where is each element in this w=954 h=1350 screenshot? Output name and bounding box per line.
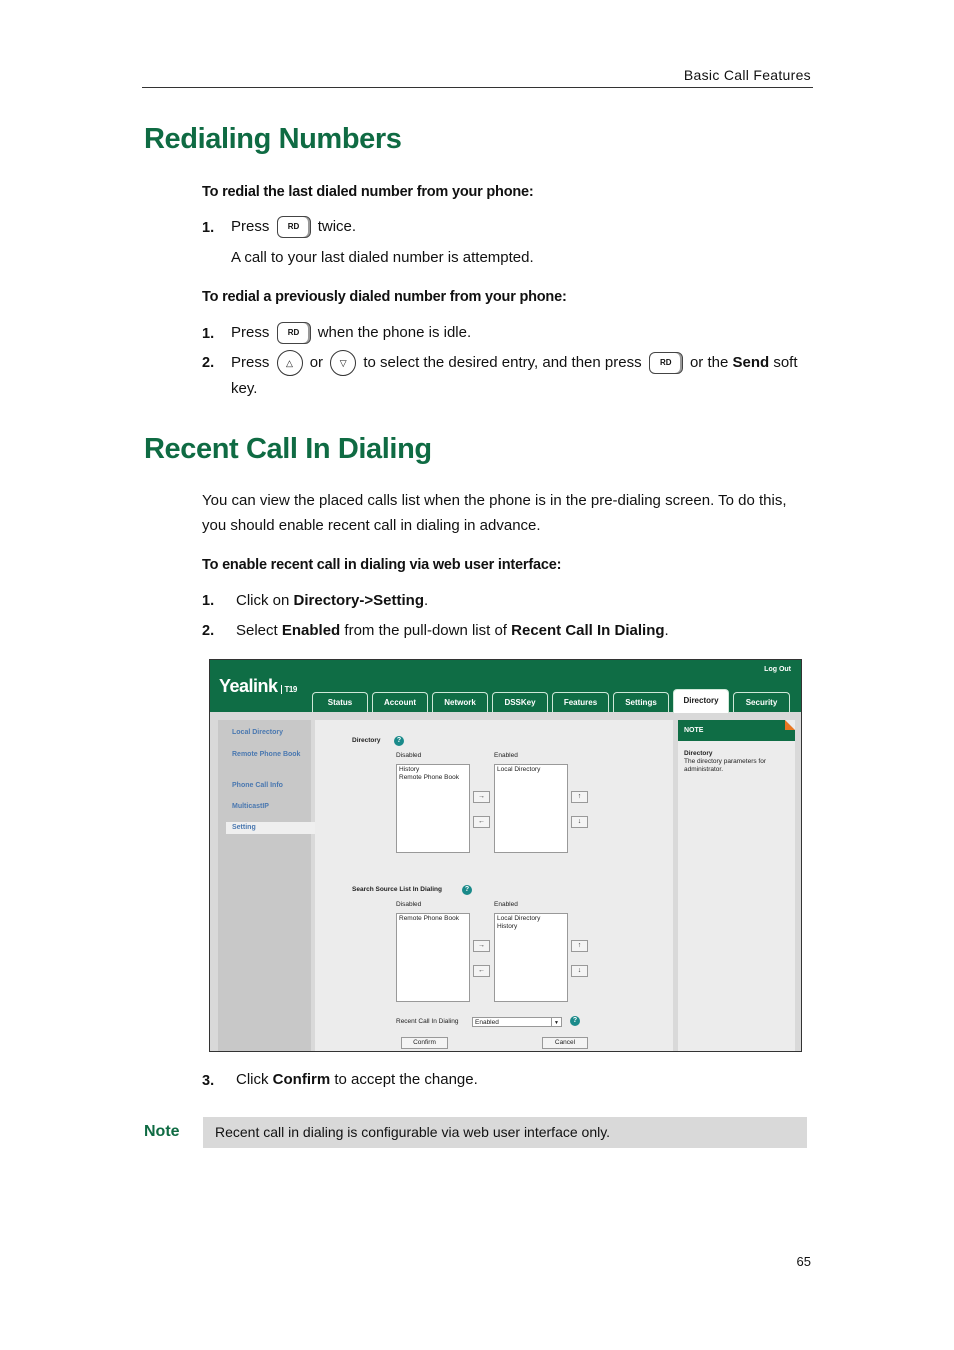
step-mid-text: from the pull-down list of — [344, 622, 507, 639]
tab-status[interactable]: Status — [312, 692, 368, 712]
step-mid-text: to select the desired entry, and then press — [363, 353, 642, 371]
move-left-button[interactable]: ← — [473, 965, 490, 977]
header-rule — [142, 87, 813, 88]
move-up-button[interactable]: ↑ — [571, 940, 588, 952]
note-label: Note — [144, 1123, 180, 1140]
step-number: 2. — [202, 623, 215, 639]
logout-link[interactable]: Log Out — [764, 666, 791, 673]
nav-phone-call-info[interactable]: Phone Call Info — [232, 782, 283, 789]
page-number: 65 — [796, 1254, 811, 1269]
nav-remote-phone-book[interactable]: Remote Phone Book — [232, 751, 301, 758]
chevron-down-icon: ▼ — [551, 1018, 561, 1026]
help-icon[interactable]: ? — [462, 885, 472, 895]
field-keyword: Recent Call In Dialing — [511, 622, 665, 639]
step-number: 1. — [202, 593, 215, 609]
press-text: Press — [231, 217, 270, 235]
step-text — [231, 350, 798, 376]
tab-security[interactable]: Security — [733, 692, 790, 712]
step-after-text: when the phone is idle. — [317, 323, 472, 341]
yealink-logo: Yealink T19 — [219, 676, 297, 696]
step-number: 1. — [202, 220, 215, 236]
confirm-button[interactable]: Confirm — [401, 1037, 448, 1049]
recent-call-label: Recent Call In Dialing — [396, 1018, 459, 1025]
or-the-text: or the — [689, 353, 729, 371]
step-number: 3. — [202, 1073, 215, 1089]
step-pre-text: Click — [236, 1071, 269, 1088]
content-panel — [315, 720, 673, 1051]
step-text — [231, 216, 356, 238]
step-number: 2. — [202, 355, 215, 371]
directory-label: Directory — [352, 737, 381, 744]
search-enabled-list[interactable] — [494, 913, 568, 1002]
up-arrow-key-icon: △ — [277, 350, 303, 376]
dir-disabled-list[interactable] — [396, 764, 470, 853]
step-result: A call to your last dialed number is attempted. — [231, 249, 534, 266]
nav-local-directory[interactable]: Local Directory — [232, 729, 283, 736]
move-down-button[interactable]: ↓ — [571, 965, 588, 977]
period: . — [664, 622, 669, 639]
confirm-keyword: Confirm — [272, 1071, 331, 1088]
tab-features[interactable]: Features — [552, 692, 609, 712]
help-icon[interactable]: ? — [570, 1016, 580, 1026]
period: . — [423, 592, 429, 609]
running-header: Basic Call Features — [683, 67, 811, 83]
step-text — [231, 322, 471, 344]
search-source-label: Search Source List In Dialing — [352, 886, 442, 893]
help-icon[interactable]: ? — [394, 736, 404, 746]
note-panel — [678, 720, 795, 1051]
step-post-text: to accept the change. — [334, 1071, 478, 1088]
step-text — [236, 622, 669, 639]
list-item[interactable]: Local Directory — [497, 915, 541, 922]
disabled-label: Disabled — [396, 901, 422, 908]
enabled-label: Enabled — [494, 901, 518, 908]
cancel-button[interactable]: Cancel — [542, 1037, 588, 1049]
enabled-label: Enabled — [494, 752, 518, 759]
procedure-heading-enable: To enable recent call in dialing via web user interface: — [202, 557, 562, 573]
tab-network[interactable]: Network — [432, 692, 488, 712]
note-box: Recent call in dialing is configurable via web user interface only. — [203, 1117, 807, 1148]
tab-settings[interactable]: Settings — [613, 692, 669, 712]
move-up-button[interactable]: ↑ — [571, 791, 588, 803]
note-title: Directory — [684, 750, 713, 757]
intro-line: You can view the placed calls list when the phone is in the pre-dialing screen. To do this, — [202, 492, 787, 509]
step-pre-text: Click on — [236, 592, 290, 609]
step-text — [236, 592, 428, 609]
enabled-keyword: Enabled — [281, 622, 341, 639]
step-after-text: twice. — [317, 217, 357, 235]
search-disabled-list[interactable] — [396, 913, 470, 1002]
or-text: or — [309, 353, 324, 371]
move-right-button[interactable]: → — [473, 791, 490, 803]
press-text: Press — [231, 323, 270, 341]
note-corner — [785, 720, 795, 730]
move-right-button[interactable]: → — [473, 940, 490, 952]
note-body: The directory parameters for administrator. — [684, 758, 767, 773]
list-item[interactable]: Remote Phone Book — [399, 774, 459, 781]
rd-key-icon: RD — [277, 322, 311, 344]
intro-line: you should enable recent call in dialing in advance. — [202, 517, 541, 534]
tab-account[interactable]: Account — [372, 692, 428, 712]
list-item[interactable]: History — [497, 923, 518, 930]
list-item[interactable]: Remote Phone Book — [399, 915, 459, 922]
down-arrow-key-icon: ▽ — [330, 350, 356, 376]
soft-text: soft — [773, 353, 798, 371]
move-down-button[interactable]: ↓ — [571, 816, 588, 828]
left-nav — [218, 720, 311, 1051]
step-text — [236, 1071, 478, 1088]
step-continuation: key. — [231, 380, 258, 397]
nav-setting[interactable]: Setting — [226, 822, 320, 834]
send-keyword: Send — [732, 353, 770, 371]
intro-paragraph — [202, 488, 814, 538]
disabled-label: Disabled — [396, 752, 422, 759]
note-header: NOTE — [678, 720, 795, 741]
web-ui-screenshot — [209, 659, 802, 1052]
procedure-heading-previous-number: To redial a previously dialed number from your phone: — [202, 289, 567, 305]
recent-call-select[interactable]: Enabled ▼ — [472, 1017, 562, 1027]
press-text: Press — [231, 353, 270, 371]
nav-multicastip[interactable]: MulticastIP — [232, 803, 269, 810]
step-pre-text: Select — [236, 622, 278, 639]
procedure-heading-last-number: To redial the last dialed number from your phone: — [202, 184, 534, 200]
list-item[interactable]: Local Directory — [497, 766, 541, 773]
step-number: 1. — [202, 326, 215, 342]
menu-path: Directory->Setting — [293, 592, 424, 609]
tab-dsskey[interactable]: DSSKey — [492, 692, 548, 712]
rd-key-icon: RD — [277, 216, 311, 238]
tab-directory[interactable]: Directory — [673, 689, 729, 713]
dir-enabled-list[interactable] — [494, 764, 568, 853]
section-title-redialing: Redialing Numbers — [144, 123, 402, 155]
rd-key-icon: RD — [649, 352, 683, 374]
section-title-recent-call: Recent Call In Dialing — [144, 433, 432, 465]
list-item[interactable]: History — [399, 766, 420, 773]
move-left-button[interactable]: ← — [473, 816, 490, 828]
